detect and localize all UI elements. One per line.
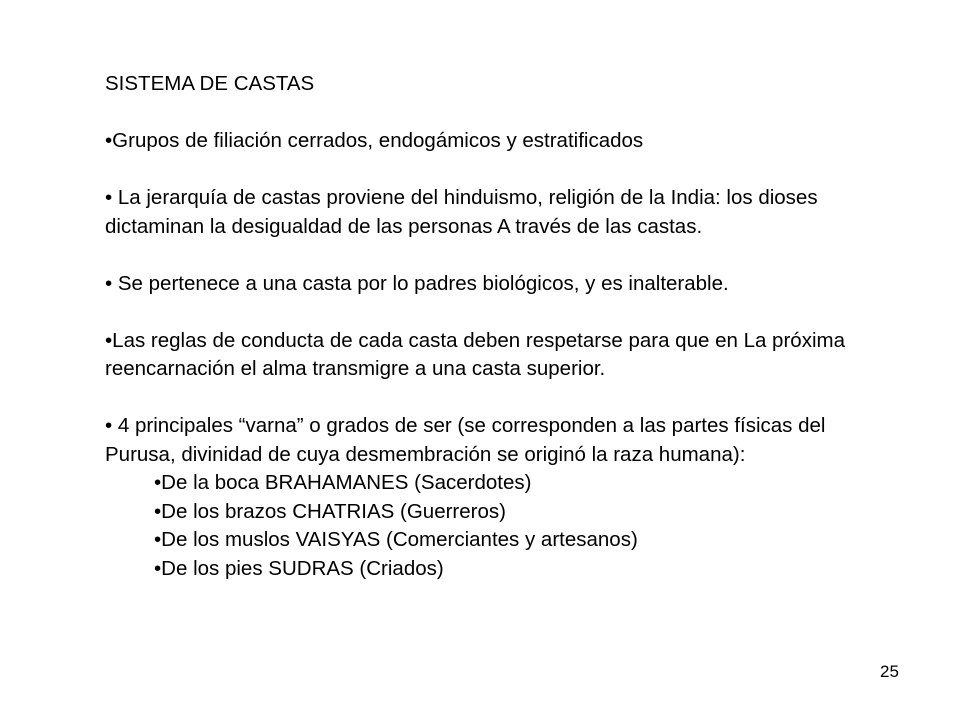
paragraph-filiation-groups: •Grupos de filiación cerrados, endogámicos y estratificados <box>105 129 644 152</box>
paragraph-caste-membership: • Se pertenece a una casta por lo padres biológicos, y es inalterable. <box>105 271 729 295</box>
page-number: 25 <box>880 662 899 681</box>
paragraph-conduct-rules: •Las reglas de conducta de cada casta deben respetarse para que en La próxima reencarnación el alma transmigre a una casta superior. <box>105 328 845 380</box>
slide-title: SISTEMA DE CASTAS <box>105 72 315 95</box>
varna-list <box>105 469 855 583</box>
varna-item-vaisyas: •De los muslos VAISYAS (Comerciantes y artesanos) <box>154 528 638 551</box>
slide-body <box>105 70 855 583</box>
paragraph-varna-intro: • 4 principales “varna” o grados de ser (se corresponden a las partes físicas del Purusa, divinidad de cuya desmembración se originó la raza humana): <box>105 414 826 466</box>
varna-item-sudras: •De los pies SUDRAS (Criados) <box>154 556 444 580</box>
paragraph-caste-hierarchy: • La jerarquía de castas proviene del hinduismo, religión de la India: los dioses dictaminan la desigualdad de las personas A través de las castas. <box>105 186 818 238</box>
varna-item-brahmanes: •De la boca BRAHAMANES (Sacerdotes) <box>154 471 532 494</box>
varna-item-chatrias: •De los brazos CHATRIAS (Guerreros) <box>154 499 506 523</box>
